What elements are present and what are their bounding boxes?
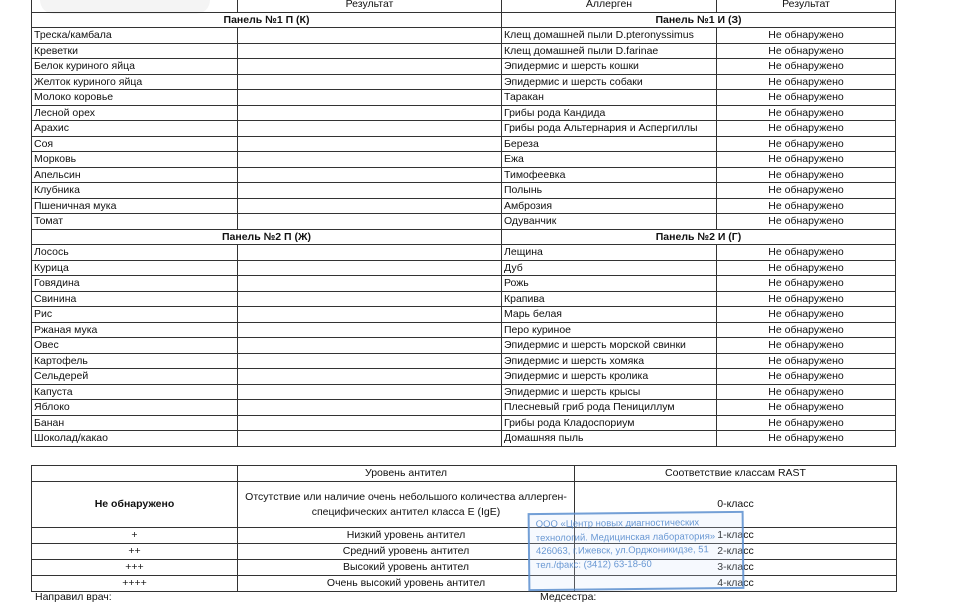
table-row xyxy=(32,152,896,168)
legend-rast-class: 4-класс xyxy=(575,576,897,592)
table-row xyxy=(32,167,896,183)
header-allergen: Аллерген xyxy=(502,0,717,12)
antibody-level-legend xyxy=(31,465,897,592)
food-result-cell xyxy=(238,74,502,90)
lab-stamp xyxy=(528,511,745,591)
food-allergen-cell: Капуста xyxy=(32,384,238,400)
legend-level: Очень высокий уровень антител xyxy=(238,576,575,592)
table-row xyxy=(32,307,896,323)
table-row xyxy=(32,43,896,59)
food-result-cell xyxy=(238,322,502,338)
legend-row xyxy=(32,482,897,528)
food-result-cell xyxy=(238,105,502,121)
legend-level: Высокий уровень антител xyxy=(238,560,575,576)
food-result-cell xyxy=(238,198,502,214)
food-allergen-cell: Сельдерей xyxy=(32,369,238,385)
inhalant-result-cell: Не обнаружено xyxy=(717,400,896,416)
food-allergen-cell: Треска/камбала xyxy=(32,28,238,44)
table-row xyxy=(32,90,896,106)
table-row xyxy=(32,105,896,121)
inhalant-result-cell: Не обнаружено xyxy=(717,136,896,152)
table-row xyxy=(32,415,896,431)
table-row xyxy=(32,136,896,152)
food-allergen-cell: Соя xyxy=(32,136,238,152)
legend-rast-class: 1-класс xyxy=(575,528,897,544)
food-result-cell xyxy=(238,214,502,230)
allergen-results-table xyxy=(31,0,896,447)
header-cell-blank xyxy=(32,0,238,12)
legend-row xyxy=(32,528,897,544)
inhalant-result-cell: Не обнаружено xyxy=(717,152,896,168)
inhalant-result-cell: Не обнаружено xyxy=(717,384,896,400)
inhalant-result-cell: Не обнаружено xyxy=(717,121,896,137)
table-row xyxy=(32,384,896,400)
legend-row xyxy=(32,544,897,560)
inhalant-result-cell: Не обнаружено xyxy=(717,353,896,369)
food-result-cell xyxy=(238,384,502,400)
inhalant-allergen-cell: Эпидермис и шерсть кролика xyxy=(502,369,717,385)
food-allergen-cell: Курица xyxy=(32,260,238,276)
food-result-cell xyxy=(238,59,502,75)
stamp-line: технологий. Медицинская лаборатория» xyxy=(535,530,716,544)
panel-title-right: Панель №1 И (З) xyxy=(502,12,896,28)
inhalant-result-cell: Не обнаружено xyxy=(717,74,896,90)
inhalant-allergen-cell: Крапива xyxy=(502,291,717,307)
food-result-cell xyxy=(238,353,502,369)
panel-title-row xyxy=(32,229,896,245)
inhalant-allergen-cell: Грибы рода Кандида xyxy=(502,105,717,121)
food-allergen-cell: Лосось xyxy=(32,245,238,261)
inhalant-allergen-cell: Грибы рода Кладоспориум xyxy=(502,415,717,431)
inhalant-result-cell: Не обнаружено xyxy=(717,260,896,276)
inhalant-allergen-cell: Марь белая xyxy=(502,307,717,323)
header-left-result: Результат xyxy=(238,0,502,12)
inhalant-allergen-cell: Эпидермис и шерсть кошки xyxy=(502,59,717,75)
table-row xyxy=(32,322,896,338)
legend-header-level: Уровень антител xyxy=(238,466,575,482)
inhalant-allergen-cell: Ежа xyxy=(502,152,717,168)
inhalant-allergen-cell: Полынь xyxy=(502,183,717,199)
food-allergen-cell: Креветки xyxy=(32,43,238,59)
inhalant-result-cell: Не обнаружено xyxy=(717,167,896,183)
food-result-cell xyxy=(238,152,502,168)
legend-symbol: + xyxy=(32,528,238,544)
table-header-row xyxy=(32,0,896,12)
legend-header-blank xyxy=(32,466,238,482)
table-row xyxy=(32,198,896,214)
inhalant-allergen-cell: Перо куриное xyxy=(502,322,717,338)
food-allergen-cell: Говядина xyxy=(32,276,238,292)
legend-level: Средний уровень антител xyxy=(238,544,575,560)
legend-level: Низкий уровень антител xyxy=(238,528,575,544)
inhalant-result-cell: Не обнаружено xyxy=(717,90,896,106)
inhalant-allergen-cell: Грибы рода Альтернария и Аспергиллы xyxy=(502,121,717,137)
table-row xyxy=(32,431,896,447)
inhalant-result-cell: Не обнаружено xyxy=(717,431,896,447)
inhalant-result-cell: Не обнаружено xyxy=(717,245,896,261)
food-result-cell xyxy=(238,369,502,385)
inhalant-result-cell: Не обнаружено xyxy=(717,307,896,323)
panel-title-right: Панель №2 И (Г) xyxy=(502,229,896,245)
inhalant-allergen-cell: Таракан xyxy=(502,90,717,106)
legend-rast-class: 3-класс xyxy=(575,560,897,576)
food-allergen-cell: Молоко коровье xyxy=(32,90,238,106)
inhalant-result-cell: Не обнаружено xyxy=(717,28,896,44)
inhalant-allergen-cell: Клещ домашней пыли D.pteronyssimus xyxy=(502,28,717,44)
table-row xyxy=(32,28,896,44)
table-row xyxy=(32,260,896,276)
food-allergen-cell: Арахис xyxy=(32,121,238,137)
inhalant-result-cell: Не обнаружено xyxy=(717,338,896,354)
food-result-cell xyxy=(238,415,502,431)
table-row xyxy=(32,245,896,261)
food-allergen-cell: Шоколад/какао xyxy=(32,431,238,447)
food-result-cell xyxy=(238,245,502,261)
stamp-line: 426063, г.Ижевск, ул.Орджоникидзе, 51 xyxy=(535,544,709,558)
food-allergen-cell: Клубника xyxy=(32,183,238,199)
inhalant-result-cell: Не обнаружено xyxy=(717,214,896,230)
table-row xyxy=(32,291,896,307)
legend-symbol: +++ xyxy=(32,560,238,576)
legend-rast-class: 2-класс xyxy=(575,544,897,560)
food-allergen-cell: Банан xyxy=(32,415,238,431)
food-allergen-cell: Лесной орех xyxy=(32,105,238,121)
food-result-cell xyxy=(238,400,502,416)
legend-row xyxy=(32,560,897,576)
table-row xyxy=(32,400,896,416)
table-row xyxy=(32,214,896,230)
inhalant-allergen-cell: Одуванчик xyxy=(502,214,717,230)
legend-header-row xyxy=(32,466,897,482)
food-allergen-cell: Желток куриного яйца xyxy=(32,74,238,90)
inhalant-allergen-cell: Эпидермис и шерсть собаки xyxy=(502,74,717,90)
inhalant-allergen-cell: Лещина xyxy=(502,245,717,261)
inhalant-allergen-cell: Дуб xyxy=(502,260,717,276)
inhalant-allergen-cell: Тимофеевка xyxy=(502,167,717,183)
stamp-line: тел./факс: (3412) 63-18-60 xyxy=(536,558,652,571)
legend-symbol: Не обнаружено xyxy=(32,482,238,528)
food-allergen-cell: Овес xyxy=(32,338,238,354)
inhalant-allergen-cell: Плесневый гриб рода Пенициллум xyxy=(502,400,717,416)
inhalant-result-cell: Не обнаружено xyxy=(717,59,896,75)
food-allergen-cell: Томат xyxy=(32,214,238,230)
food-result-cell xyxy=(238,307,502,323)
food-result-cell xyxy=(238,136,502,152)
footer-doctor-label: Направил врач: xyxy=(35,591,112,603)
food-result-cell xyxy=(238,121,502,137)
food-result-cell xyxy=(238,183,502,199)
table-row xyxy=(32,369,896,385)
food-result-cell xyxy=(238,291,502,307)
panel-title-left: Панель №2 П (Ж) xyxy=(32,229,502,245)
food-allergen-cell: Картофель xyxy=(32,353,238,369)
food-allergen-cell: Ржаная мука xyxy=(32,322,238,338)
inhalant-allergen-cell: Рожь xyxy=(502,276,717,292)
inhalant-result-cell: Не обнаружено xyxy=(717,183,896,199)
table-row xyxy=(32,59,896,75)
food-result-cell xyxy=(238,28,502,44)
food-allergen-cell: Свинина xyxy=(32,291,238,307)
inhalant-result-cell: Не обнаружено xyxy=(717,198,896,214)
inhalant-allergen-cell: Эпидермис и шерсть морской свинки xyxy=(502,338,717,354)
food-result-cell xyxy=(238,338,502,354)
food-allergen-cell: Морковь xyxy=(32,152,238,168)
food-result-cell xyxy=(238,276,502,292)
legend-row xyxy=(32,576,897,592)
inhalant-allergen-cell: Амброзия xyxy=(502,198,717,214)
legend-level: Отсутствие или наличие очень небольшого количества аллерген-специфических антител класса E (IgE) xyxy=(238,482,575,528)
inhalant-allergen-cell: Домашняя пыль xyxy=(502,431,717,447)
food-allergen-cell: Рис xyxy=(32,307,238,323)
inhalant-allergen-cell: Клещ домашней пыли D.farinae xyxy=(502,43,717,59)
inhalant-allergen-cell: Эпидермис и шерсть хомяка xyxy=(502,353,717,369)
table-row xyxy=(32,276,896,292)
table-row xyxy=(32,74,896,90)
results-body xyxy=(32,0,896,446)
inhalant-result-cell: Не обнаружено xyxy=(717,291,896,307)
food-allergen-cell: Яблоко xyxy=(32,400,238,416)
legend-rast-class: 0-класс xyxy=(575,482,897,528)
food-result-cell xyxy=(238,260,502,276)
food-result-cell xyxy=(238,90,502,106)
inhalant-allergen-cell: Береза xyxy=(502,136,717,152)
food-result-cell xyxy=(238,167,502,183)
table-row xyxy=(32,183,896,199)
inhalant-result-cell: Не обнаружено xyxy=(717,415,896,431)
food-result-cell xyxy=(238,43,502,59)
panel-title-row xyxy=(32,12,896,28)
food-allergen-cell: Белок куриного яйца xyxy=(32,59,238,75)
inhalant-result-cell: Не обнаружено xyxy=(717,43,896,59)
inhalant-allergen-cell: Эпидермис и шерсть крысы xyxy=(502,384,717,400)
legend-header-rast: Соответствие классам RAST xyxy=(575,466,897,482)
inhalant-result-cell: Не обнаружено xyxy=(717,369,896,385)
panel-title-left: Панель №1 П (К) xyxy=(32,12,502,28)
header-right-result: Результат xyxy=(717,0,896,12)
stamp-line: ООО «Центр новых диагностических xyxy=(535,517,700,531)
legend-symbol: ++++ xyxy=(32,576,238,592)
table-row xyxy=(32,338,896,354)
food-allergen-cell: Пшеничная мука xyxy=(32,198,238,214)
table-row xyxy=(32,121,896,137)
food-allergen-cell: Апельсин xyxy=(32,167,238,183)
legend-symbol: ++ xyxy=(32,544,238,560)
inhalant-result-cell: Не обнаружено xyxy=(717,322,896,338)
legend-body xyxy=(32,466,897,592)
inhalant-result-cell: Не обнаружено xyxy=(717,276,896,292)
footer-nurse-label: Медсестра: xyxy=(540,591,597,603)
inhalant-result-cell: Не обнаружено xyxy=(717,105,896,121)
food-result-cell xyxy=(238,431,502,447)
table-row xyxy=(32,353,896,369)
